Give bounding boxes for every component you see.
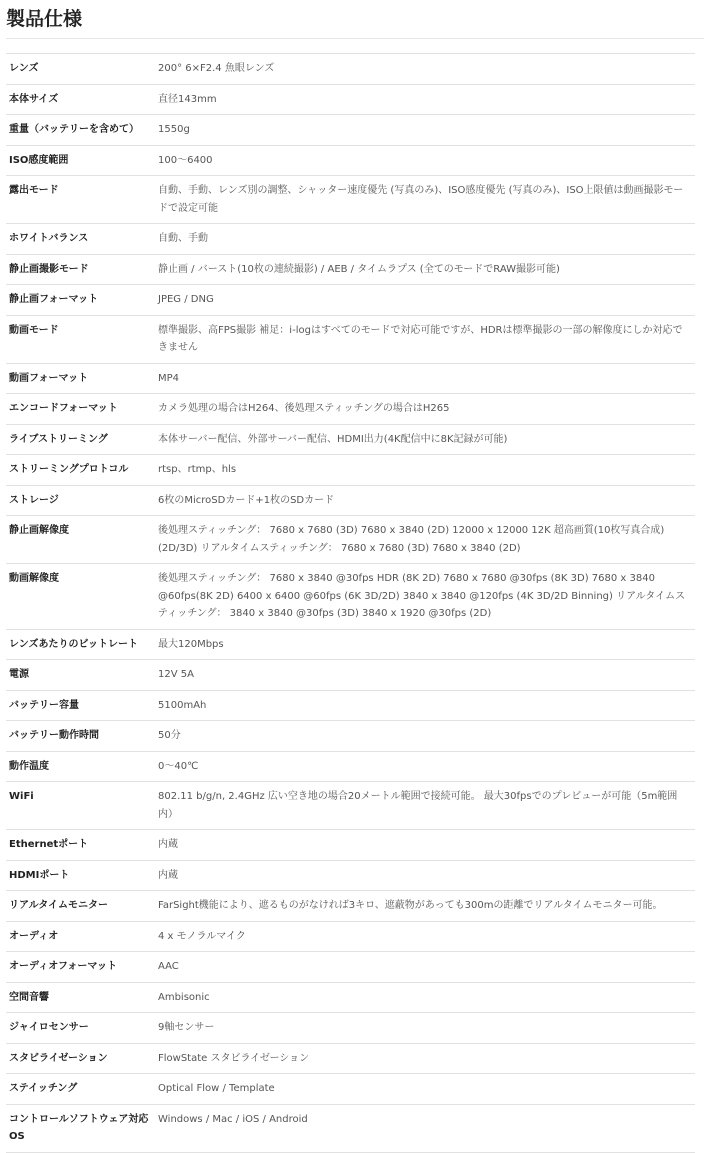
- spec-label: HDMIポート: [9, 869, 70, 881]
- spec-label: ホワイトバランス: [9, 233, 89, 244]
- spec-label: 動作温度: [9, 760, 49, 772]
- spec-value: カメラ処理の場合はH264、後処理スティッチングの場合はH265: [158, 403, 450, 414]
- spec-label: 静止画撮影モード: [9, 263, 89, 275]
- spec-row: [6, 1013, 695, 1044]
- spec-row: [6, 782, 695, 830]
- spec-label: ステイッチング: [9, 1083, 78, 1094]
- spec-label: オーディオ: [9, 930, 59, 942]
- spec-value: 6枚のMicroSDカード+1枚のSDカード: [158, 494, 335, 506]
- spec-label: ISO感度範囲: [9, 154, 69, 166]
- spec-label: レンズ: [9, 63, 39, 74]
- spec-row: [6, 145, 695, 176]
- spec-page: [0, 6, 720, 1153]
- spec-label: レンズあたりのビットレート: [9, 638, 139, 650]
- spec-row: [6, 830, 695, 861]
- spec-label: ジャイロセンサー: [9, 1022, 89, 1033]
- spec-row: [6, 254, 695, 285]
- spec-value: 50分: [158, 730, 181, 741]
- spec-row: [6, 1074, 695, 1105]
- spec-label: 重量（バッテリーを含めて）: [9, 124, 139, 135]
- spec-value: MP4: [158, 372, 180, 384]
- spec-value: 100〜6400: [158, 154, 213, 166]
- spec-label: エンコードフォーマット: [9, 403, 118, 414]
- spec-label: 静止画フォーマット: [9, 294, 99, 305]
- spec-row: [6, 84, 695, 115]
- spec-value: 内蔵: [158, 839, 178, 850]
- spec-value: JPEG / DNG: [158, 294, 214, 305]
- spec-value: 後処理スティッチング： 7680 x 3840 @30fps HDR (8K 2D) 7680 x 7680 @30fps (8K 3D) 7680 x 3840 @60fps(8K 2D) 6400 x 6400 @60fps (6K 3D/2D) 3840 x 3840 @120fps (4K 3D/2D Binning) リアルタイムスティッチング： 3840 x 3840 @30fps (3D) 3840 x 1920 @30fps (2D): [158, 573, 686, 619]
- spec-value: 本体サーバー配信、外部サーバー配信、HDMI出力(4K配信中に8K記録が可能): [158, 433, 508, 445]
- spec-row: [6, 54, 695, 85]
- spec-label: バッテリー容量: [9, 699, 79, 711]
- spec-row: [6, 921, 695, 952]
- spec-row: [6, 285, 695, 316]
- spec-row: [6, 751, 695, 782]
- page-title: 製品仕様: [6, 8, 83, 30]
- spec-row: [6, 1043, 695, 1074]
- spec-label: コントロールソフトウェア対応OS: [9, 1113, 149, 1142]
- spec-row: [6, 424, 695, 455]
- spec-value: AAC: [158, 961, 179, 972]
- spec-table: [6, 53, 695, 1153]
- spec-value: FarSight機能により、遮るものがなければ3キロ、遮蔽物があっても300mの距離でリアルタイムモニター可能。: [158, 900, 663, 911]
- spec-value: 0〜40℃: [158, 760, 199, 772]
- spec-row: [6, 564, 695, 630]
- spec-label: 本体サイズ: [9, 93, 59, 105]
- spec-value: 直径143mm: [158, 93, 217, 105]
- spec-label: 露出モード: [9, 185, 59, 196]
- spec-value: rtsp、rtmp、hls: [158, 464, 237, 475]
- spec-value: 標準撮影、高FPS撮影 補足：i-logはすべてのモードで対応可能ですが、HDRは標準撮影の一部の解像度にしか対応できません: [158, 324, 683, 353]
- spec-label: ストレージ: [9, 494, 59, 506]
- spec-value: 静止画 / バースト(10枚の連続撮影) / AEB / タイムラプス (全てのモードでRAW撮影可能): [158, 263, 560, 275]
- spec-value: 802.11 b/g/n, 2.4GHz 広い空き地の場合20メートル範囲で接続可能。 最大30fpsでのプレビューが可能（5m範囲内）: [158, 791, 678, 820]
- spec-row: [6, 363, 695, 394]
- spec-row: [6, 394, 695, 425]
- spec-value: 12V 5A: [158, 669, 194, 680]
- spec-value: Windows / Mac / iOS / Android: [158, 1113, 308, 1125]
- spec-row: [6, 115, 695, 146]
- spec-value: 9軸センサー: [158, 1022, 215, 1033]
- spec-value: 後処理スティッチング： 7680 x 7680 (3D) 7680 x 3840 (2D) 12000 x 12000 12K 超高画質(10枚写真合成)(2D/3D) リアルタイムスティッチング： 7680 x 7680 (3D) 7680 x 3840 (2D): [158, 525, 665, 554]
- spec-label: 動画フォーマット: [9, 372, 89, 384]
- spec-row: [6, 982, 695, 1013]
- spec-label: WiFi: [9, 791, 34, 802]
- spec-value: 内蔵: [158, 869, 178, 881]
- spec-value: FlowState スタビライゼーション: [158, 1052, 310, 1064]
- spec-row: [6, 660, 695, 691]
- spec-value: Optical Flow / Template: [158, 1083, 275, 1094]
- spec-label: 動画解像度: [9, 573, 59, 584]
- spec-row: [6, 891, 695, 922]
- spec-row: [6, 629, 695, 660]
- spec-value: 1550g: [158, 124, 190, 135]
- spec-row: [6, 224, 695, 255]
- title-divider: [6, 38, 704, 39]
- spec-label: 動画モード: [9, 324, 59, 336]
- spec-value: 自動、手動: [158, 233, 208, 244]
- spec-label: 電源: [9, 669, 29, 680]
- spec-row: [6, 176, 695, 224]
- spec-label: 空間音響: [9, 991, 49, 1003]
- spec-row: [6, 860, 695, 891]
- spec-label: 静止画解像度: [9, 525, 69, 536]
- spec-label: リアルタイムモニター: [9, 900, 108, 911]
- spec-row: [6, 1104, 695, 1152]
- spec-row: [6, 485, 695, 516]
- spec-value: 最大120Mbps: [158, 638, 224, 650]
- spec-value: 5100mAh: [158, 699, 207, 711]
- spec-label: ライブストリーミング: [9, 433, 108, 445]
- spec-value: 200° 6×F2.4 魚眼レンズ: [158, 63, 275, 74]
- spec-label: バッテリー動作時間: [9, 730, 99, 741]
- spec-label: Ethernetポート: [9, 839, 89, 850]
- spec-row: [6, 455, 695, 486]
- spec-label: オーディオフォーマット: [9, 961, 117, 972]
- spec-label: ストリーミングプロトコル: [9, 464, 129, 475]
- spec-table-body: [6, 54, 695, 1153]
- spec-value: 自動、手動、レンズ別の調整、シャッター速度優先 (写真のみ)、ISO感度優先 (写真のみ)、ISO上限値は動画撮影モードで設定可能: [158, 185, 684, 214]
- spec-value: Ambisonic: [158, 991, 210, 1003]
- spec-row: [6, 952, 695, 983]
- spec-row: [6, 690, 695, 721]
- spec-row: [6, 516, 695, 564]
- spec-label: スタビライゼーション: [9, 1052, 108, 1064]
- spec-row: [6, 315, 695, 363]
- spec-row: [6, 721, 695, 752]
- spec-value: 4 x モノラルマイク: [158, 930, 246, 942]
